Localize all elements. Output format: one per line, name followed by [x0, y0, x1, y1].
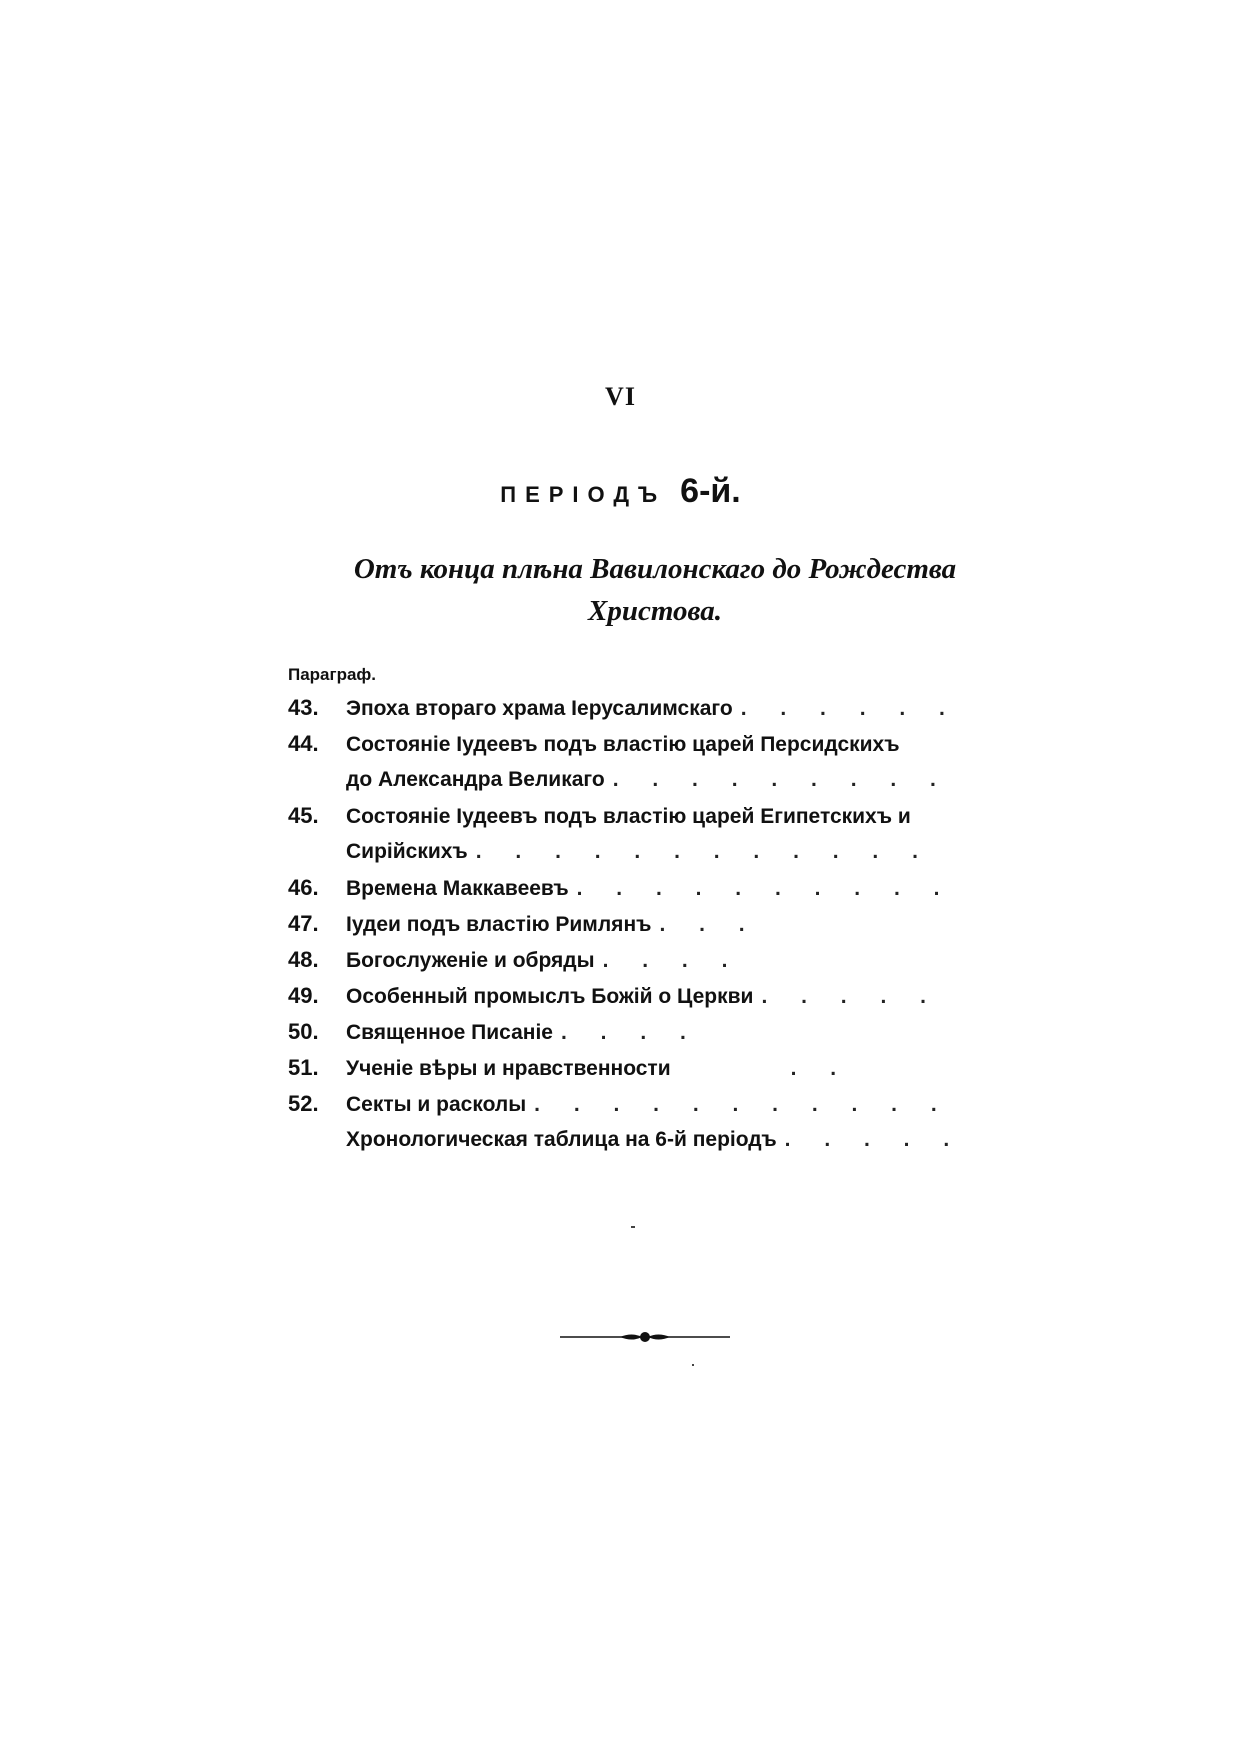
- entry-title: Особенный промыслъ Божій о Церкви: [346, 985, 754, 1008]
- toc-entry: [288, 870, 948, 906]
- entry-number: 52.: [288, 1091, 319, 1116]
- entry-title: Состояніе Іудеевъ подъ властію царей Египетскихъ и: [346, 805, 911, 828]
- toc-entry: [288, 906, 948, 942]
- dot-leader: [785, 1122, 948, 1158]
- entry-number: 43.: [288, 695, 319, 720]
- entry-title: Эпоха втораго храма Іерусалимскаго: [346, 697, 733, 720]
- dot-leader: [791, 1051, 841, 1087]
- toc-entry: [288, 1014, 948, 1050]
- entry-title: Секты и расколы: [346, 1093, 527, 1116]
- toc-entry: [288, 1086, 948, 1122]
- toc-entry-continuation: [288, 762, 948, 798]
- dot-leader: [476, 834, 948, 870]
- entry-number: 47.: [288, 911, 319, 936]
- dot-leader: [577, 871, 948, 907]
- entry-title: Ученіе вѣры и нравственности: [346, 1057, 671, 1080]
- print-speck: [692, 1364, 694, 1366]
- entry-number: 50.: [288, 1019, 319, 1044]
- dot-leader: [603, 943, 753, 979]
- period-heading: [0, 472, 1241, 511]
- entry-title: Состояніе Іудеевъ подъ властію царей Персидскихъ: [346, 733, 900, 756]
- toc-entry: [288, 690, 948, 726]
- entry-title: Богослуженіе и обряды: [346, 949, 595, 972]
- dot-leader: [761, 979, 948, 1015]
- entry-title: Іудеи подъ властію Римлянъ: [346, 913, 652, 936]
- print-speck: [631, 1226, 635, 1228]
- entry-number: 46.: [288, 875, 319, 900]
- toc-entry-continuation: [288, 834, 948, 870]
- entry-title: Хронологическая таблица на 6-й періодъ: [346, 1128, 777, 1151]
- dot-leader: [659, 907, 779, 943]
- dot-leader: [534, 1087, 948, 1123]
- period-word: ПЕРІОДЪ: [500, 482, 667, 507]
- toc-entry: [288, 1050, 948, 1086]
- toc-label: Параграф.: [288, 665, 377, 684]
- entry-title-continued: Сирійскихъ: [346, 840, 468, 863]
- entry-number: 45.: [288, 803, 319, 828]
- period-number: 6-й.: [680, 472, 741, 510]
- toc-entry: [288, 726, 948, 762]
- toc-entry: [288, 978, 948, 1014]
- table-of-contents: [288, 660, 948, 1158]
- entry-number: 51.: [288, 1055, 319, 1080]
- entry-number: 44.: [288, 731, 319, 756]
- dot-leader: [561, 1015, 711, 1051]
- period-subtitle: Отъ конца плѣна Вавилонскаго до Рождества Христова.: [353, 553, 957, 627]
- dot-leader: [741, 691, 948, 727]
- toc-entry: [288, 798, 948, 834]
- entry-title-continued: до Александра Великаго: [346, 768, 605, 791]
- entry-title: Времена Маккавеевъ: [346, 877, 569, 900]
- entry-title: Священное Писаніе: [346, 1021, 553, 1044]
- toc-entry: [288, 942, 948, 978]
- ornament-divider-icon: [560, 1330, 730, 1344]
- dot-leader: [613, 762, 948, 798]
- entry-number: 48.: [288, 947, 319, 972]
- page-number: VI: [605, 382, 636, 411]
- toc-entry: [288, 1122, 948, 1158]
- entry-number: 49.: [288, 983, 319, 1008]
